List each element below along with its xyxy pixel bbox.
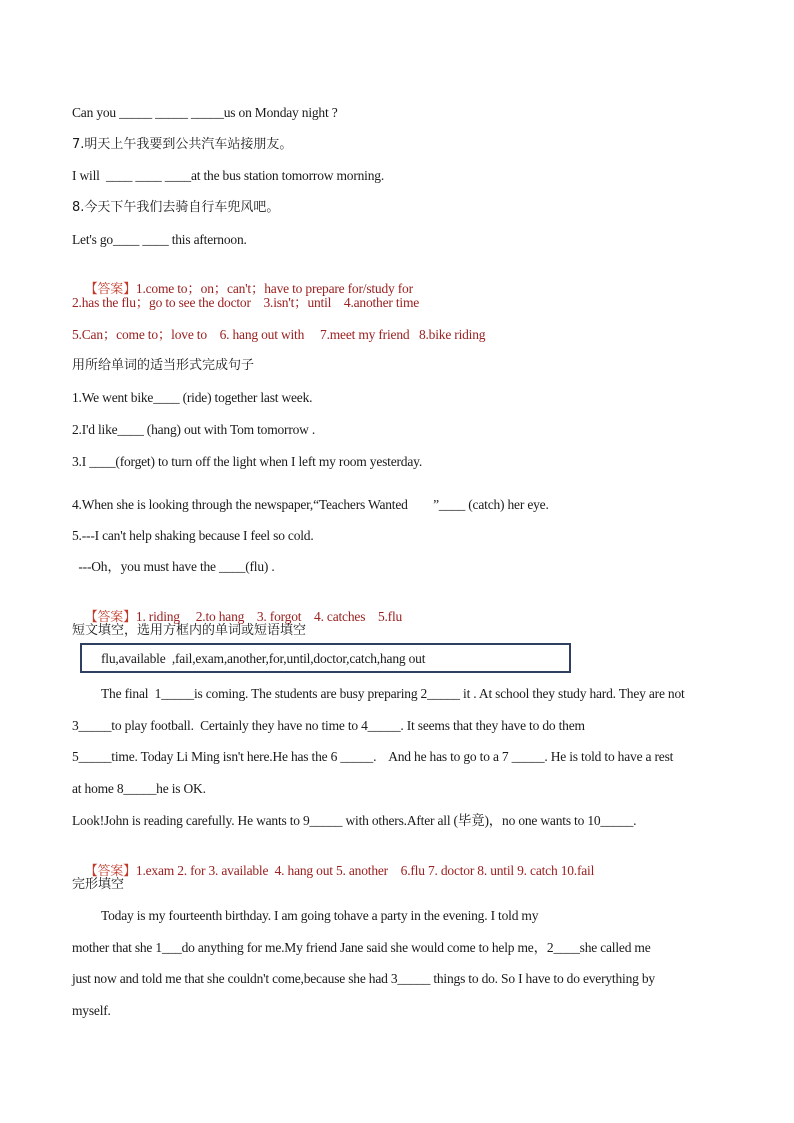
- answer-line: [72, 844, 594, 899]
- answer-line: 5.Can；come to；love to 6. hang out with 7.meet my friend 8.bike riding: [72, 327, 486, 342]
- word-bank-text: flu,available ,fail,exam,another,for,until,doctor,catch,hang out: [101, 651, 426, 666]
- passage-line: at home 8_____he is OK.: [72, 781, 206, 796]
- answer-text: 1. riding 2.to hang 3. forgot 4. catches 5.flu: [135, 609, 403, 624]
- question-line: 5.---I can't help shaking because I feel so cold.: [72, 528, 314, 543]
- passage-line: myself.: [72, 1003, 111, 1018]
- word-bank-box: [80, 643, 571, 673]
- question-line: 1.We went bike____ (ride) together last week.: [72, 390, 313, 405]
- section-heading: 完形填空: [72, 877, 125, 892]
- question-line: ---Oh，you must have the ____(flu) .: [72, 559, 275, 574]
- passage-line: 3_____to play football. Certainly they have no time to 4_____. It seems that they have to do them: [72, 718, 585, 733]
- answer-text: 1.exam 2. for 3. available 4. hang out 5. another 6.flu 7. doctor 8. until 9. catch 10.fail: [135, 863, 595, 878]
- question-line-chinese: 8.今天下午我们去骑自行车兜风吧。: [72, 200, 280, 215]
- section-heading: 短文填空，选用方框内的单词或短语填空: [72, 623, 307, 638]
- passage-line: The final 1_____is coming. The students are busy preparing 2_____ it . At school they study hard. They are not: [101, 686, 685, 701]
- question-line: 3.I ____(forget) to turn off the light when I left my room yesterday.: [72, 454, 422, 469]
- passage-line: Today is my fourteenth birthday. I am going tohave a party in the evening. I told my: [101, 908, 539, 923]
- answer-tag: 【答案】: [84, 610, 136, 625]
- answer-tag: 【答案】: [84, 864, 136, 879]
- question-line: 2.I'd like____ (hang) out with Tom tomorrow .: [72, 422, 316, 437]
- question-line: 4.When she is looking through the newspaper,“Teachers Wanted ”____ (catch) her eye.: [72, 497, 549, 512]
- question-line: Let's go____ ____ this afternoon.: [72, 232, 247, 247]
- section-heading: 用所给单词的适当形式完成句子: [72, 358, 255, 373]
- passage-line: Look!John is reading carefully. He wants to 9_____ with others.After all (毕竟)，no one wants to 10_____.: [72, 813, 637, 828]
- passage-line: just now and told me that she couldn't come,because she had 3_____ things to do. So I have to do everything by: [72, 971, 655, 986]
- question-line: Can you _____ _____ _____us on Monday night ?: [72, 105, 338, 120]
- answer-tag: 【答案】: [84, 282, 136, 297]
- question-line-chinese: 7.明天上午我要到公共汽车站接朋友。: [72, 137, 293, 152]
- passage-line: mother that she 1___do anything for me.My friend Jane said she would come to help me，2____she called me: [72, 940, 651, 955]
- answer-line: 2.has the flu；go to see the doctor 3.isn't；until 4.another time: [72, 295, 420, 310]
- passage-line: 5_____time. Today Li Ming isn't here.He has the 6 _____. And he has to go to a 7 _____. He is told to have a rest: [72, 749, 674, 764]
- question-line: I will ____ ____ ____at the bus station tomorrow morning.: [72, 168, 384, 183]
- answer-text: 1.come to；on；can't；have to prepare for/study for: [135, 281, 413, 296]
